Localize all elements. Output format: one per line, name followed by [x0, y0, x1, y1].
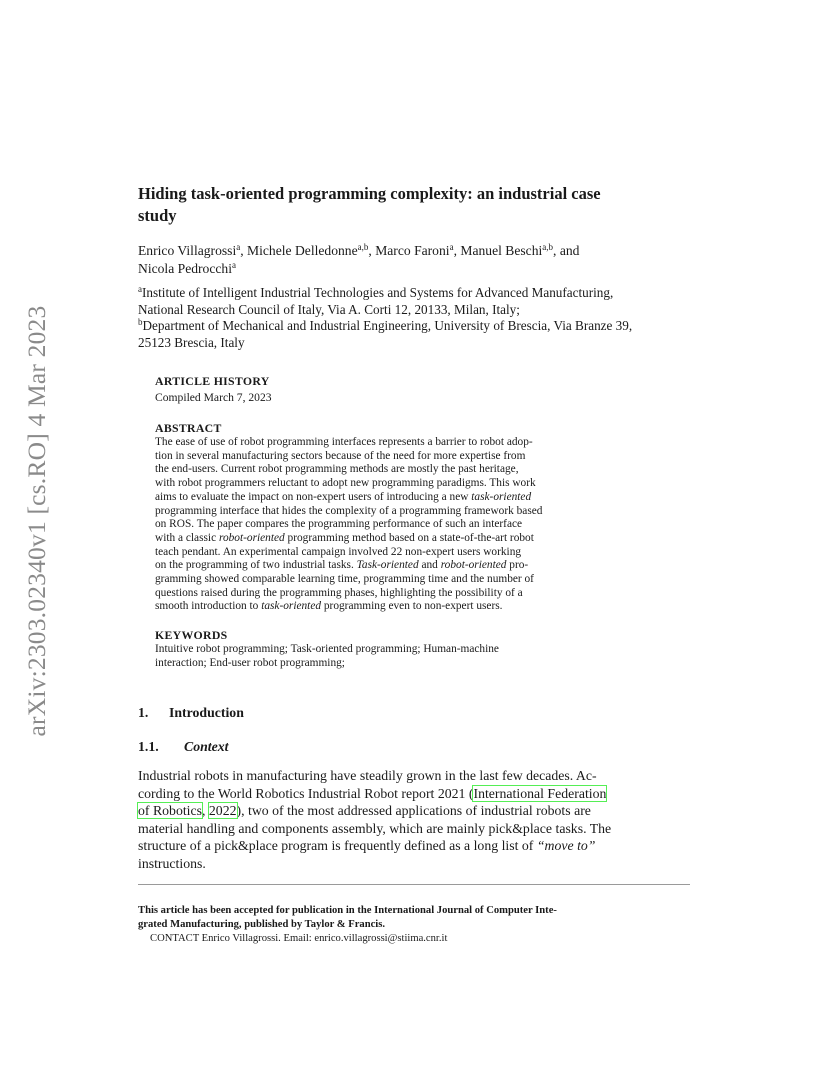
- footnote-divider: [138, 884, 690, 885]
- citation-year-link[interactable]: 2022: [208, 803, 237, 819]
- author-name: Marco Faroni: [375, 243, 450, 258]
- author-list: Enrico Villagrossi$^a$, Michele Delledonne$^{a,b}$, Marco Faroni$^a$, Manuel Beschi$^{a,b}$, and Nicola Pedrocchi$^a$: [138, 242, 580, 276]
- section-heading: 1. Introduction: [138, 705, 244, 720]
- article-history-heading: ARTICLE HISTORY: [155, 374, 270, 388]
- keywords-list: Intuitive robot programming; Task-oriented programming; Human-machine interaction; End-user robot programming;: [155, 643, 499, 669]
- paper-title: Hiding task-oriented programming complexity: an industrial case study: [138, 184, 601, 225]
- citation-link[interactable]: of Robotics: [138, 803, 202, 819]
- author-name: Nicola Pedrocchi: [138, 261, 232, 276]
- publication-note: This article has been accepted for publication in the International Journal of Computer Inte- grated Manufacturing, published by Taylor & Francis.: [138, 905, 557, 930]
- citation-link[interactable]: International Federation: [473, 785, 607, 801]
- author-name: Enrico Villagrossi: [138, 243, 237, 258]
- author-name: Manuel Beschi: [460, 243, 543, 258]
- subsection-heading: 1.1. Context: [138, 739, 229, 754]
- abstract-body: The ease of use of robot programming interfaces represents a barrier to robot adop- tion in several manufacturing sectors because of the need for more expertise from the end-users. Current robot programming methods are mostly the past heritage, with robot programmers reluctant to adopt new programming paradigms. This work aims to evaluate the impact on non-expert users of introducing a new task-oriented programming interface that hides the complexity of a programming framework based on ROS. The paper compares the programming performance of such an interface with a classic robot-oriented programming method based on a state-of-the-art robot teach pendant. An experimental campaign involved 22 non-expert users working on the programming of two industrial tasks. Task-oriented and robot-oriented pro- gramming showed comparable learning time, programming time and the number of questions raised during the programming phases, highlighting the possibility of a smooth introduction to task-oriented programming even to non-expert users.: [155, 436, 543, 613]
- arxiv-id-text: arXiv:2303.02340v1 [cs.RO] 4 Mar 2023: [22, 305, 51, 737]
- contact-line: CONTACT Enrico Villagrossi. Email: enrico.villagrossi@stiima.cnr.it: [150, 933, 448, 944]
- arxiv-side-identifier: [22, 288, 52, 754]
- author-name: Michele Delledonne: [247, 243, 358, 258]
- keywords-heading: KEYWORDS: [155, 628, 228, 642]
- affiliations: $^a$Institute of Intelligent Industrial Technologies and Systems for Advanced Manufacturing, National Research Council of Italy, Via A. Corti 12, 20133, Milan, Italy; $^b$Department of Mechanical and Industrial Engineering, University of Brescia, Via Branze 39, 25123 Brescia, Italy: [138, 284, 633, 350]
- abstract-heading: ABSTRACT: [155, 421, 222, 435]
- compiled-date: Compiled March 7, 2023: [155, 391, 272, 404]
- intro-paragraph: Industrial robots in manufacturing have steadily grown in the last few decades. Ac- cording to the World Robotics Industrial Robot report 2021 (International Federation of Robotics, 2022), two of the most addressed applications of industrial robots are material handling and components assembly, which are mainly pick&place tasks. The structure of a pick&place program is frequently defined as a long list of “move to” instructions.: [138, 768, 612, 871]
